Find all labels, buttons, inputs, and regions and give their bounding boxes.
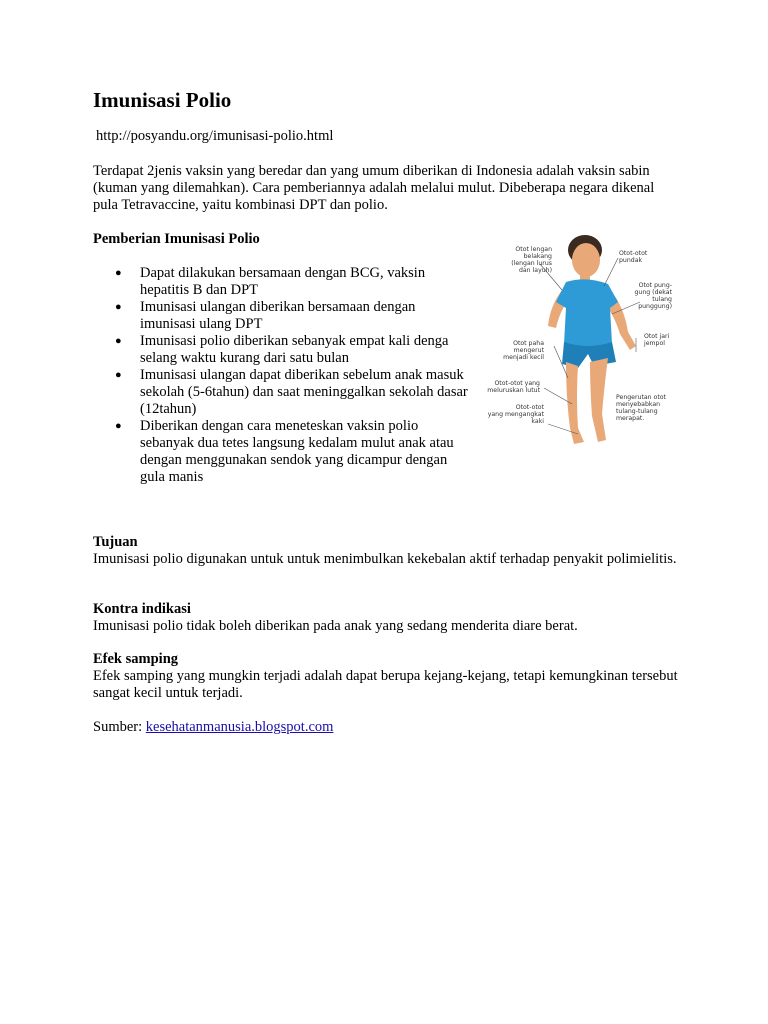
tujuan-text: Imunisasi polio digunakan untuk untuk menimbulkan kekebalan aktif terhadap penyakit polimielitis. <box>93 551 677 567</box>
efek-text: Efek samping yang mungkin terjadi adalah dapat berupa kejang-kejang, tetapi kemungkinan tersebut sangat kecil untuk terjadi. <box>93 668 678 701</box>
source-url: http://posyandu.org/imunisasi-polio.html <box>96 128 334 144</box>
sumber-link[interactable]: kesehatanmanusia.blogspot.com <box>145 719 334 735</box>
bullet-icon: ● <box>115 420 122 432</box>
sumber-line <box>93 719 333 736</box>
polio-child-illustration <box>478 228 678 468</box>
tujuan-heading: Tujuan <box>93 534 138 550</box>
label-otot-kaki: Otot-otot yang mengangkat kaki <box>487 404 544 425</box>
kontra-heading: Kontra indikasi <box>93 601 191 617</box>
list-item: ● Imunisasi ulangan diberikan bersamaan dengan imunisasi ulang DPT <box>115 299 416 332</box>
pointer-line <box>604 258 618 286</box>
bullet-icon: ● <box>115 267 122 279</box>
pemberian-heading: Pemberian Imunisasi Polio <box>93 231 260 247</box>
bullet-icon: ● <box>115 335 122 347</box>
bullet-icon: ● <box>115 369 122 381</box>
label-otot-pundak: Otot-otot pundak <box>619 250 648 264</box>
list-item: ● Dapat dilakukan bersamaan dengan BCG, vaksin hepatitis B dan DPT <box>115 265 426 298</box>
label-otot-paha: Otot paha mengerut menjadi kecil <box>503 340 544 361</box>
tujuan-section <box>93 534 683 568</box>
label-pengerutan: Pengerutan otot menyebabkan tulang-tulang merapat. <box>616 394 666 422</box>
list-item: ● Imunisasi polio diberikan sebanyak empat kali denga selang waktu kurang dari satu bulan <box>115 333 449 366</box>
label-otot-punggung: Otot pung- gung (dekat tulang punggung) <box>634 282 672 310</box>
label-otot-lengan: Otot lengan belakang (lengan lurus dan layuh) <box>511 246 552 274</box>
left-leg-shape <box>566 362 584 444</box>
sumber-label: Sumber: <box>93 719 146 735</box>
kontra-text: Imunisasi polio tidak boleh diberikan pada anak yang sedang menderita diare berat. <box>93 618 578 634</box>
intro-paragraph: Terdapat 2jenis vaksin yang beredar dan yang umum diberikan di Indonesia adalah vaksin sabin (kuman yang dilemahkan). Cara pemberiannya adalah melalui mulut. Dibeberapa negara dikenal pula Tetravaccine, yaitu kombinasi DPT dan polio. <box>93 163 655 213</box>
bullet-icon: ● <box>115 301 122 313</box>
head-shape <box>572 243 600 277</box>
list-item: ● Imunisasi ulangan dapat diberikan sebelum anak masuk sekolah (5-6tahun) dan saat meninggalkan sekolah dasar (12tahun) <box>115 367 468 417</box>
page-title: Imunisasi Polio <box>93 88 232 112</box>
shirt-shape <box>556 279 618 348</box>
list-item: ● Diberikan dengan cara meneteskan vaksin polio sebanyak dua tetes langsung kedalam mulut anak atau dengan menggunakan sendok yang dicampur dengan gula manis <box>115 418 454 485</box>
label-otot-lutut: Otot-otot yang meluruskan lutut <box>487 380 540 394</box>
kontra-section <box>93 601 683 635</box>
efek-heading: Efek samping <box>93 651 179 667</box>
right-leg-shape <box>590 358 608 442</box>
efek-section <box>93 651 683 702</box>
label-otot-jari: Otot jari jempol <box>644 333 670 347</box>
pemberian-list <box>93 265 473 486</box>
